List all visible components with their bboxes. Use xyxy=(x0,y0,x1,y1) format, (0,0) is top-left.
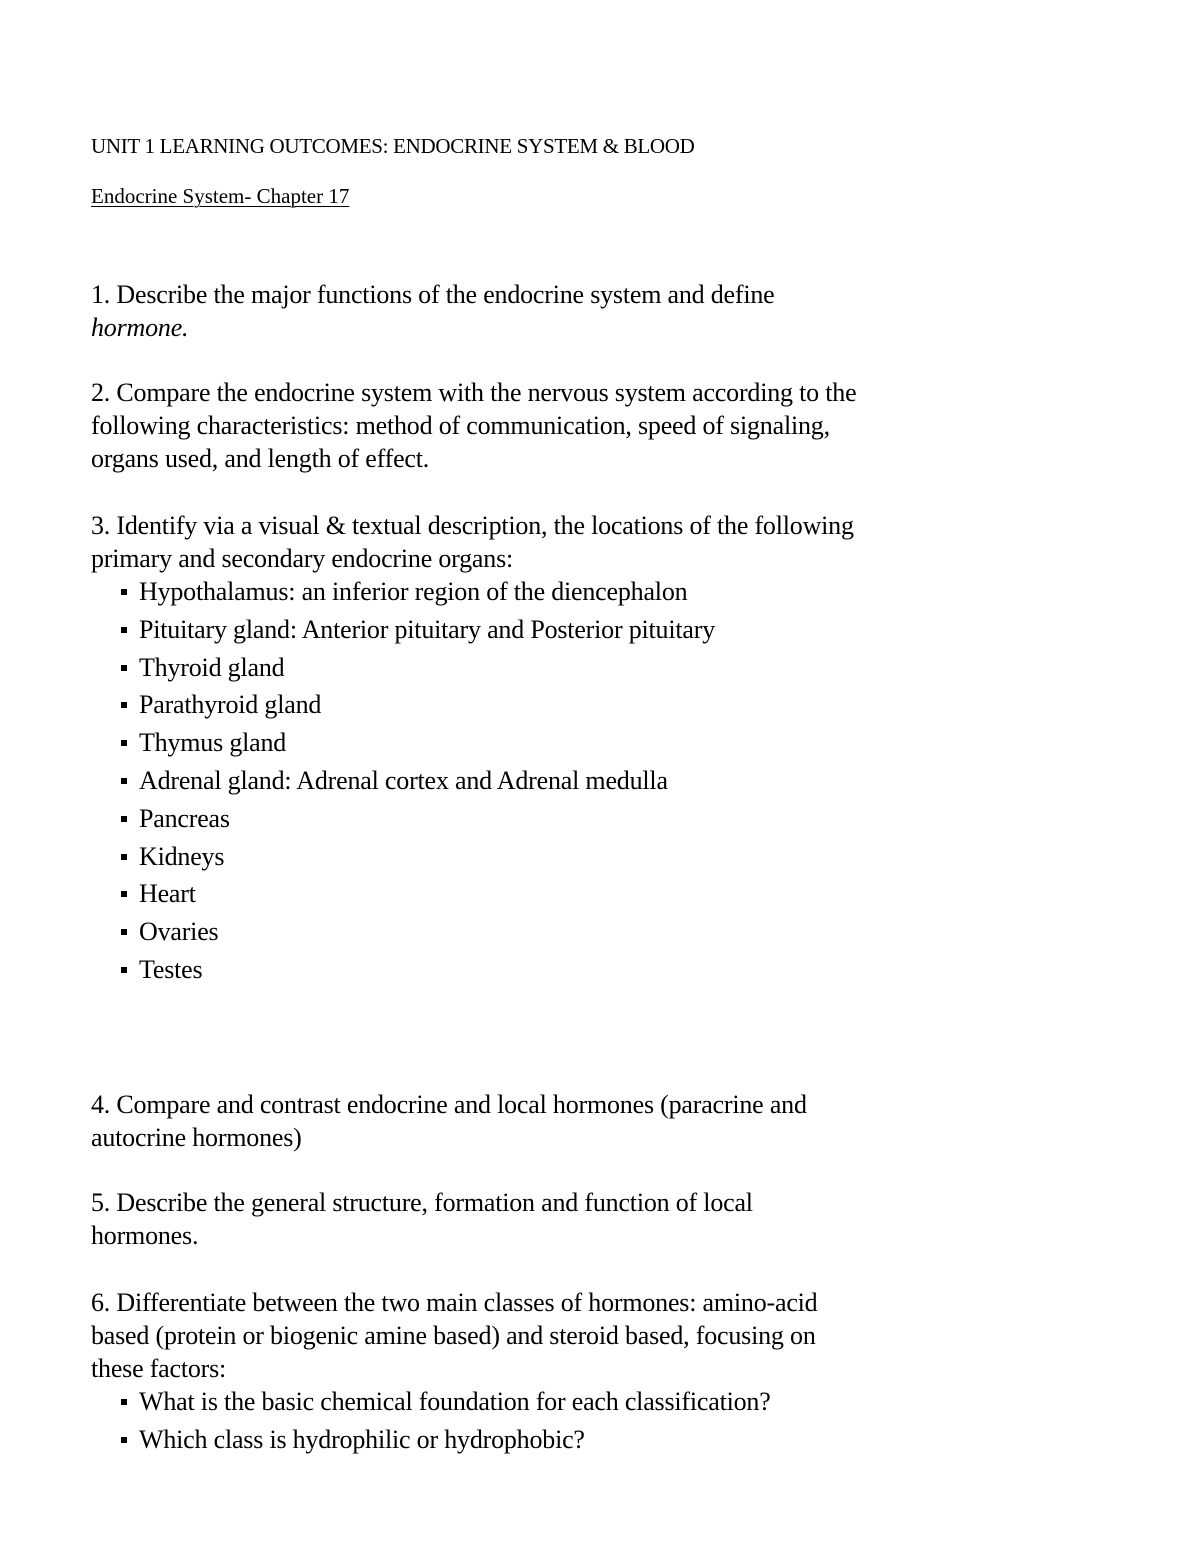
outcome-5-line: 5. Describe the general structure, formation and function of local xyxy=(91,1188,753,1217)
square-bullet-icon xyxy=(121,891,127,897)
list-item-text: Testes xyxy=(139,954,203,984)
outcome-3-line: primary and secondary endocrine organs: xyxy=(91,544,514,573)
list-item-text: Heart xyxy=(139,879,196,909)
square-bullet-icon xyxy=(121,854,127,860)
square-bullet-icon xyxy=(121,740,127,746)
list-item-text: Thymus gland xyxy=(139,728,287,758)
square-bullet-icon xyxy=(121,665,127,671)
list-item-text: Hypothalamus: an inferior region of the diencephalon xyxy=(139,577,688,606)
list-item-text: Pancreas xyxy=(139,803,230,833)
outcome-4 xyxy=(91,1088,971,1154)
list-item xyxy=(91,877,971,910)
list-item xyxy=(91,726,971,759)
list-item xyxy=(91,802,971,835)
square-bullet-icon xyxy=(121,1437,127,1443)
list-item xyxy=(91,840,971,873)
list-item xyxy=(91,1385,971,1418)
outcome-6-line: based (protein or biogenic amine based) and steroid based, focusing on xyxy=(91,1321,816,1350)
list-item xyxy=(91,651,971,684)
outcome-2-line: following characteristics: method of communication, speed of signaling, xyxy=(91,411,830,440)
outcome-1 xyxy=(91,278,971,344)
list-item-text: Thyroid gland xyxy=(139,652,285,682)
outcome-2-line: 2. Compare the endocrine system with the nervous system according to the xyxy=(91,378,857,407)
list-item-text: Ovaries xyxy=(139,917,219,947)
outcome-3-line: 3. Identify via a visual & textual description, the locations of the following xyxy=(91,511,854,540)
list-item-text: Pituitary gland: Anterior pituitary and Posterior pituitary xyxy=(139,614,715,644)
square-bullet-icon xyxy=(121,1399,127,1405)
outcome-5-line: hormones. xyxy=(91,1221,199,1250)
square-bullet-icon xyxy=(121,967,127,973)
list-item xyxy=(91,613,971,646)
unit-title: UNIT 1 LEARNING OUTCOMES: ENDOCRINE SYSTEM & BLOOD xyxy=(91,134,695,158)
square-bullet-icon xyxy=(121,816,127,822)
hormone-class-factors-list xyxy=(91,1385,971,1456)
outcome-2-line: organs used, and length of effect. xyxy=(91,444,430,473)
outcome-1-term: hormone. xyxy=(91,313,189,342)
endocrine-organs-list xyxy=(91,575,971,986)
outcome-6-line: 6. Differentiate between the two main classes of hormones: amino-acid xyxy=(91,1288,818,1317)
square-bullet-icon xyxy=(121,589,127,595)
list-item xyxy=(91,575,971,608)
square-bullet-icon xyxy=(121,929,127,935)
square-bullet-icon xyxy=(121,778,127,784)
list-item xyxy=(91,688,971,721)
outcome-5 xyxy=(91,1186,971,1252)
list-item xyxy=(91,915,971,948)
list-item-text: Adrenal gland: Adrenal cortex and Adrenal medulla xyxy=(139,765,668,795)
outcome-1-line: 1. Describe the major functions of the endocrine system and define xyxy=(91,280,775,309)
square-bullet-icon xyxy=(121,702,127,708)
list-item xyxy=(91,764,971,797)
square-bullet-icon xyxy=(121,627,127,633)
outcome-6-line: these factors: xyxy=(91,1354,227,1383)
list-item-text: Which class is hydrophilic or hydrophobic? xyxy=(139,1424,585,1454)
outcome-4-line: autocrine hormones) xyxy=(91,1123,302,1152)
outcome-2 xyxy=(91,376,971,475)
list-item xyxy=(91,1423,971,1456)
outcome-4-line: 4. Compare and contrast endocrine and local hormones (paracrine and xyxy=(91,1090,807,1119)
list-item-text: Kidneys xyxy=(139,841,225,871)
outcome-6 xyxy=(91,1286,971,1460)
outcome-3 xyxy=(91,509,971,991)
list-item-text: What is the basic chemical foundation for each classification? xyxy=(139,1387,771,1416)
chapter-heading: Endocrine System- Chapter 17 xyxy=(91,184,350,208)
list-item-text: Parathyroid gland xyxy=(139,690,322,720)
list-item xyxy=(91,953,971,986)
